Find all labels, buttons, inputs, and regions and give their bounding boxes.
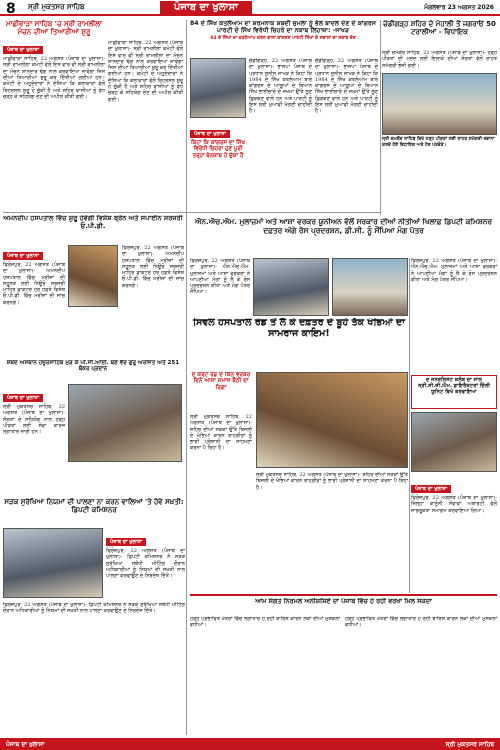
byline: ਪੰਜਾਬ ਦਾ ਖੁਲਾਸਾ: [3, 394, 43, 402]
article-body: ਫਿਰੋਜ਼ਪੁਰ, 22 ਅਗਸਤ (ਪੰਜਾਬ ਦਾ ਖੁਲਾਸਾ)- ਐਨ.ਐਚ.ਐਮ. ਮੁਲਾਜ਼ਮਾਂ ਅਤੇ ਆਸ਼ਾ ਵਰਕਰਾਂ ਨੇ ਆਪਣੀਆਂ ਮੰਗਾਂ ਨੂੰ ਲੈ ਕੇ ਰੋਸ ਪ੍ਰਦਰਸ਼ਨ ਕੀਤਾ ਅਤੇ ਮੰਗ ਪੱਤਰ ਸੌਂਪਿਆ।: [411, 258, 497, 283]
article-body: ਫਿਰੋਜ਼ਪੁਰ, 22 ਅਗਸਤ (ਪੰਜਾਬ ਦਾ ਖੁਲਾਸਾ)- ਜ਼ਿਲ੍ਹਾ ਕਾਨੂੰਨੀ ਸੇਵਾਵਾਂ ਅਥਾਰਟੀ ਵੱਲੋਂ ਜਾਗਰੂਕਤਾ ਸਮਾਗਮ ਕਰਵਾਇਆ ਗਿਆ।: [411, 495, 497, 514]
photo-caption: ਸ੍ਰੀ ਚਮਕੌਰ ਸਾਹਿਬ ਵਿਖੇ ਹੜ੍ਹ ਪੀੜਤਾਂ ਲਈ ਰਾਹਤ ਸਮੱਗਰੀ ਰਵਾਨਾ ਕਰਦੇ ਹੋਏ ਵਿਧਾਇਕ ਅਤੇ ਹੋਰ ਪਤਵੰਤੇ।: [382, 137, 495, 148]
article-body: ਹੜ੍ਹ ਪ੍ਰਭਾਵਿਤ ਖੇਤਰਾਂ ਵਿੱਚ ਲਗਾਤਾਰ ਹੋ ਰਹੀ ਬਾਰਿਸ਼ ਕਾਰਨ ਲੋਕਾਂ ਦੀਆਂ ਮੁਸ਼ਕਲਾਂ ਵਧੀਆਂ।: [345, 616, 497, 629]
article-ramlila: [3, 20, 105, 228]
article-body: ਮਾਛੀਵਾੜਾ ਸਾਹਿਬ, 22 ਅਗਸਤ (ਪੰਜਾਬ ਦਾ ਖੁਲਾਸਾ)- ਸ੍ਰੀ ਰਾਮਲੀਲਾ ਕਮੇਟੀ ਵੱਲੋਂ ਇਸ ਵਾਰ ਵੀ ਸ੍ਰੀ ਰਾਮਲੀਲਾ ਦਾ ਮੰਚਨ ਸ਼ਾਨਦਾਰ ਢੰਗ ਨਾਲ ਕਰਵਾਇਆ ਜਾਵੇਗਾ ਜਿਸ ਦੀਆਂ ਤਿਆਰੀਆਂ ਸ਼ੁਰੂ ਕਰ ਦਿੱਤੀਆਂ ਗਈਆਂ ਹਨ। ਕਮੇਟੀ ਦੇ ਅਹੁਦੇਦਾਰਾਂ ਨੇ ਦੱਸਿਆ ਕਿ ਕਲਾਕਾਰਾਂ ਵੱਲੋਂ ਰਿਹਰਸਲ ਸ਼ੁਰੂ ਹੋ ਚੁੱਕੀ ਹੈ ਅਤੇ ਸ਼ਹਿਰ ਵਾਸੀਆਂ ਨੂੰ ਵੱਧ ਚੜ੍ਹ ਕੇ ਸਹਿਯੋਗ ਦੇਣ ਦੀ ਅਪੀਲ ਕੀਤੀ ਗਈ।: [3, 56, 105, 100]
article-body: ਫਿਰੋਜ਼ਪੁਰ, 22 ਅਗਸਤ (ਪੰਜਾਬ ਦਾ ਖੁਲਾਸਾ)- ਐਨ.ਐਚ.ਐਮ. ਮੁਲਾਜ਼ਮਾਂ ਅਤੇ ਆਸ਼ਾ ਵਰਕਰਾਂ ਨੇ ਆਪਣੀਆਂ ਮੰਗਾਂ ਨੂੰ ਲੈ ਕੇ ਰੋਸ ਪ੍ਰਦਰਸ਼ਨ ਕੀਤਾ ਅਤੇ ਮੰਗ ਪੱਤਰ ਸੌਂਪਿਆ।: [190, 258, 250, 296]
page-header: [0, 0, 500, 16]
article-body: ਫਿਰੋਜ਼ਪੁਰ, 22 ਅਗਸਤ (ਪੰਜਾਬ ਦਾ ਖੁਲਾਸਾ)- ਡਿਪਟੀ ਕਮਿਸ਼ਨਰ ਨੇ ਸੜਕ ਸੁਰੱਖਿਆ ਸਬੰਧੀ ਮੀਟਿੰਗ ਦੌਰਾਨ ਅਧਿਕਾਰੀਆਂ ਨੂੰ ਨਿਯਮਾਂ ਦੀ ਸਖ਼ਤੀ ਨਾਲ ਪਾਲਣਾ ਕਰਵਾਉਣ ਦੇ ਨਿਰਦੇਸ਼ ਦਿੱਤੇ।: [3, 602, 185, 615]
divider: [3, 212, 381, 213]
article-body: ਚੰਡੀਗੜ੍ਹ, 22 ਅਗਸਤ (ਪੰਜਾਬ ਦਾ ਖੁਲਾਸਾ)- ਭਾਜਪਾ ਪੰਜਾਬ ਦੇ ਪ੍ਰਧਾਨ ਸੁਨੀਲ ਜਾਖੜ ਨੇ ਕਿਹਾ ਕਿ 1984 ਦੇ ਸਿੱਖ ਕਤਲੇਆਮ ਬਾਰੇ ਕਾਂਗਰਸ ਦੇ ਆਗੂਆਂ ਦੇ ਬਿਆਨ ਸਿੱਖ ਭਾਈਚਾਰੇ ਦੇ ਜ਼ਖਮਾਂ ਉੱਤੇ ਲੂਣ ਛਿੜਕਣ ਵਾਲੇ ਹਨ ਅਤੇ ਪਾਰਟੀ ਨੂੰ ਇਸ ਲਈ ਮੁਆਫੀ ਮੰਗਣੀ ਚਾਹੀਦੀ ਹੈ।: [249, 58, 312, 115]
article-bottom-head: [190, 598, 497, 614]
column-rule: [380, 20, 381, 215]
jakhar-photo: [190, 58, 246, 118]
article-jakhar-head: [188, 20, 378, 56]
issue-date: ਮੰਗਲਵਾਰ 23 ਅਗਸਤ 2026: [424, 4, 494, 11]
article-body: ਸ੍ਰੀ ਮੁਕਤਸਰ ਸਾਹਿਬ, 22 ਅਗਸਤ (ਪੰਜਾਬ ਦਾ ਖੁਲਾਸਾ)- ਸ਼ਹਿਰ ਦੀਆਂ ਸੜਕਾਂ ਉੱਤੇ ਬਿਜਲੀ ਦੇ ਖੰਭਿਆਂ ਕਾਰਨ ਰਾਹਗੀਰਾਂ ਨੂੰ ਭਾਰੀ ਪ੍ਰੇਸ਼ਾਨੀ ਦਾ ਸਾਹਮਣਾ ਕਰਨਾ ਪੈ ਰਿਹਾ ਹੈ।: [190, 414, 252, 452]
article-headline: ਐਨ.ਐਚ.ਐਮ. ਮੁਲਾਜ਼ਮਾਂ ਅਤੇ ਆਸ਼ਾ ਵਰਕਰ ਯੂਨੀਅਨ ਵੱਲੋਂ ਸਰਕਾਰ ਦੀਆਂ ਨੀਤੀਆਂ ਖਿਲਾਫ਼ ਡਿਪਟੀ ਕਮਿਸ਼ਨਰ ਦਫ਼ਤਰ ਅੱਗੇ ਰੋਸ ਪ੍ਰਦਰਸ਼ਨ, ਡੀ.ਸੀ. ਨੂੰ ਸੌਂਪਿਆ ਮੰਗ ਪੱਤਰ: [195, 218, 492, 235]
doctor-photo: [68, 245, 118, 307]
article-ramlila-cont: [108, 40, 183, 208]
article-body: ਸ੍ਰੀ ਚਮਕੌਰ ਸਾਹਿਬ, 22 ਅਗਸਤ (ਪੰਜਾਬ ਦਾ ਖੁਲਾਸਾ)- ਹੜ੍ਹ ਪੀੜਤਾਂ ਦੀ ਮਦਦ ਲਈ ਇਲਾਕੇ ਦੀਆਂ ਸੰਗਤਾਂ ਵੱਲੋਂ ਰਾਹਤ ਸਮੱਗਰੀ ਭੇਜੀ ਗਈ।: [382, 50, 497, 69]
article-relief-intro: [382, 50, 497, 72]
footer-left: ਪੰਜਾਬ ਦਾ ਖੁਲਾਸਾ: [6, 741, 45, 748]
article-headline: ਸੜਕ ਸੁਰੱਖਿਆ ਨਿਯਮਾਂ ਦੀ ਪਾਲਣਾ ਨਾ ਕਰਨ ਵਾਲਿਆਂ 'ਤੇ ਹੋਵੇ ਸਖ਼ਤੀ: ਡਿਪਟੀ ਕਮਿਸ਼ਨਰ: [4, 498, 184, 515]
article-body: ਫਿਰੋਜ਼ਪੁਰ, 22 ਅਗਸਤ (ਪੰਜਾਬ ਦਾ ਖੁਲਾਸਾ)- ਅਮਨਦੀਪ ਹਸਪਤਾਲ ਵਿੱਚ ਮਰੀਜ਼ਾਂ ਦੀ ਸਹੂਲਤ ਲਈ ਨਿਊਰੋ ਸਰਜਰੀ ਮਾਹਿਰ ਡਾਕਟਰ ਹਰ ਹਫ਼ਤੇ ਵਿਸ਼ੇਸ਼ ਓ.ਪੀ.ਡੀ. ਵਿੱਚ ਮਰੀਜ਼ਾਂ ਦੀ ਜਾਂਚ ਕਰਨਗੇ।: [122, 245, 184, 289]
article-body: ਚੰਡੀਗੜ੍ਹ, 22 ਅਗਸਤ (ਪੰਜਾਬ ਦਾ ਖੁਲਾਸਾ)- ਭਾਜਪਾ ਪੰਜਾਬ ਦੇ ਪ੍ਰਧਾਨ ਸੁਨੀਲ ਜਾਖੜ ਨੇ ਕਿਹਾ ਕਿ 1984 ਦੇ ਸਿੱਖ ਕਤਲੇਆਮ ਬਾਰੇ ਕਾਂਗਰਸ ਦੇ ਆਗੂਆਂ ਦੇ ਬਿਆਨ ਸਿੱਖ ਭਾਈਚਾਰੇ ਦੇ ਜ਼ਖਮਾਂ ਉੱਤੇ ਲੂਣ ਛਿੜਕਣ ਵਾਲੇ ਹਨ ਅਤੇ ਪਾਰਟੀ ਨੂੰ ਇਸ ਲਈ ਮੁਆਫੀ ਮੰਗਣੀ ਚਾਹੀਦੀ ਹੈ।: [315, 58, 378, 115]
judge-photo: [411, 412, 497, 472]
article-headline: ਸ਼ਬਦ ਅਸਥਾਨ ਹਜ਼ੂਰਸਾਹਿਬ ਮੁੜ ਕੇ ਪੀ.ਜੀ.ਆਈ. ਬਣ ਵੈਰ ਗੁਰੂ ਅਰਜਿਤ ਅਤੇ 251 ਬੰਕਰ ਪ੍ਰਦਾਨ: [6, 360, 180, 373]
article-body: ਹੜ੍ਹ ਪ੍ਰਭਾਵਿਤ ਖੇਤਰਾਂ ਵਿੱਚ ਲਗਾਤਾਰ ਹੋ ਰਹੀ ਬਾਰਿਸ਼ ਕਾਰਨ ਲੋਕਾਂ ਦੀਆਂ ਮੁਸ਼ਕਲਾਂ ਵਧੀਆਂ।: [190, 616, 340, 629]
article-headline: ਚੰਡੀਗੜ੍ਹ ਸ਼ਹਿਰ ਦੇ ਮੋਹਾਲੀ ਤੋਂ ਜਗਰਾਓਂ 50 ਟਰਾਲੀਆਂ - ਵਿਧਾਇਕ: [383, 20, 496, 37]
page-footer: [0, 738, 500, 750]
article-shabad-body: [3, 384, 65, 494]
divider-red: [190, 594, 497, 596]
byline: ਪੰਜਾਬ ਦਾ ਖੁਲਾਸਾ: [3, 252, 43, 260]
footer-right: ਸ੍ਰੀ ਮੁਕਤਸਰ ਸਾਹਿਬ: [445, 741, 494, 748]
article-asha-head: [190, 218, 497, 256]
protest-photo-2: [332, 258, 408, 316]
byline: ਪੰਜਾਬ ਦਾ ਖੁਲਾਸਾ: [3, 46, 43, 54]
article-headline: ਸਿਵਲ ਹਸਪਤਾਲ ਰੋਡ ਤੋਂ ਲੈ ਕੇ ਦਫ਼ਤਰ ਦੇ ਬੂਹੇ ਤੱਕ ਖੰਭਿਆਂ ਦਾ ਸਾਮਰਾਜ ਕਾਇਮ!: [192, 318, 406, 339]
article-civil-body-2: [256, 472, 408, 590]
meeting-photo: [3, 528, 103, 598]
byline: ਪੰਜਾਬ ਦਾ ਖੁਲਾਸਾ: [190, 130, 230, 138]
article-relief-head: [382, 20, 497, 50]
article-asha-body-2: [411, 258, 497, 370]
article-subhead: 84 ਦੇ ਸਿੱਖਾਂ ਦਾ ਕਤਲੇਆਮ ਕਰਨ ਵਾਲਾ ਕਾਂਗਰਸ ਪਾਰਟੀ ਸਿੱਖਾਂ ਦੇ ਸਵਾਲਾਂ ਦਾ ਜਵਾਬ ਦੇਣ: [210, 36, 356, 42]
article-road-body-2: [3, 602, 185, 722]
article-body: ਸ੍ਰੀ ਮੁਕਤਸਰ ਸਾਹਿਬ, 22 ਅਗਸਤ (ਪੰਜਾਬ ਦਾ ਖੁਲਾਸਾ)- ਸ਼ਹਿਰ ਦੀਆਂ ਸੜਕਾਂ ਉੱਤੇ ਬਿਜਲੀ ਦੇ ਖੰਭਿਆਂ ਕਾਰਨ ਰਾਹਗੀਰਾਂ ਨੂੰ ਭਾਰੀ ਪ੍ਰੇਸ਼ਾਨੀ ਦਾ ਸਾਹਮਣਾ ਕਰਨਾ ਪੈ ਰਿਹਾ ਹੈ।: [256, 472, 408, 491]
byline: ਪੰਜਾਬ ਦਾ ਖੁਲਾਸਾ: [411, 485, 451, 493]
byline: ਪੰਜਾਬ ਦਾ ਖੁਲਾਸਾ: [106, 538, 146, 546]
article-bottom-body: [190, 616, 340, 734]
article-subhead: ਦੇ ਕੋਰਟ ਰੋਡ ਦੇ ਕਿੰਨੇ ਵਰਕਰ ਦਿਨੋਂ ਆਸਾ ਸਮਾਜ ਬੈਠੀ ਦਾ ਰਿਗਾ: [191, 372, 251, 391]
article-jakhar-body-2: [315, 58, 378, 208]
article-headline: ਮਾਛੀਵਾੜਾ ਸਾਹਿਬ 'ਚ ਸ੍ਰੀ ਰਾਮਲੀਲਾ ਮੰਚਨ ਦੀਆਂ ਤਿਆਰੀਆਂ ਸ਼ੁਰੂ: [5, 20, 103, 37]
column-rule: [409, 258, 410, 593]
edition-name: ਸ੍ਰੀ ਮੁਕਤਸਰ ਸਾਹਿਬ: [28, 3, 85, 11]
article-civil-sub: [190, 372, 252, 412]
poles-photo: [256, 372, 408, 468]
article-road-head: [3, 498, 185, 526]
article-body: ਫਿਰੋਜ਼ਪੁਰ, 22 ਅਗਸਤ (ਪੰਜਾਬ ਦਾ ਖੁਲਾਸਾ)- ਡਿਪਟੀ ਕਮਿਸ਼ਨਰ ਨੇ ਸੜਕ ਸੁਰੱਖਿਆ ਸਬੰਧੀ ਮੀਟਿੰਗ ਦੌਰਾਨ ਅਧਿਕਾਰੀਆਂ ਨੂੰ ਨਿਯਮਾਂ ਦੀ ਸਖ਼ਤੀ ਨਾਲ ਪਾਲਣਾ ਕਰਵਾਉਣ ਦੇ ਨਿਰਦੇਸ਼ ਦਿੱਤੇ।: [106, 548, 185, 580]
article-body: ਮਾਛੀਵਾੜਾ ਸਾਹਿਬ, 22 ਅਗਸਤ (ਪੰਜਾਬ ਦਾ ਖੁਲਾਸਾ)- ਸ੍ਰੀ ਰਾਮਲੀਲਾ ਕਮੇਟੀ ਵੱਲੋਂ ਇਸ ਵਾਰ ਵੀ ਸ੍ਰੀ ਰਾਮਲੀਲਾ ਦਾ ਮੰਚਨ ਸ਼ਾਨਦਾਰ ਢੰਗ ਨਾਲ ਕਰਵਾਇਆ ਜਾਵੇਗਾ ਜਿਸ ਦੀਆਂ ਤਿਆਰੀਆਂ ਸ਼ੁਰੂ ਕਰ ਦਿੱਤੀਆਂ ਗਈਆਂ ਹਨ। ਕਮੇਟੀ ਦੇ ਅਹੁਦੇਦਾਰਾਂ ਨੇ ਦੱਸਿਆ ਕਿ ਕਲਾਕਾਰਾਂ ਵੱਲੋਂ ਰਿਹਰਸਲ ਸ਼ੁਰੂ ਹੋ ਚੁੱਕੀ ਹੈ ਅਤੇ ਸ਼ਹਿਰ ਵਾਸੀਆਂ ਨੂੰ ਵੱਧ ਚੜ੍ਹ ਕੇ ਸਹਿਯੋਗ ਦੇਣ ਦੀ ਅਪੀਲ ਕੀਤੀ ਗਈ।: [108, 40, 183, 103]
article-headline: ਦ ਜਨਰਲਿਸਟ ਕਲੱਬ ਦਾ ਸਾਲ ਸ੍ਰੀ.ਸੀ.ਜੀ.ਐਮ. ਡਾਇਰੈਕਟਰਾਂ ਦਿੱਲੀ ਯੂਨਿਟ ਵਿਖੇ ਕਰਵਾਇਆ: [418, 377, 490, 395]
article-civil-head: [190, 318, 408, 368]
article-hospital-head: [3, 215, 183, 245]
article-judge-body: [411, 475, 497, 600]
article-shabad-head: [3, 360, 183, 382]
sangat-photo: [68, 384, 182, 462]
protest-photo-1: [253, 258, 329, 316]
article-road-body: [106, 528, 185, 598]
masthead: ਪੰਜਾਬ ਦਾ ਖੁਲਾਸਾ: [160, 1, 252, 14]
pull-quote: ਕਿਹਾ ਕਿ ਕਾਂਗਰਸ ਦਾ ਸਿੱਖ ਵਿਰੋਧੀ ਚਿਹਰਾ ਹੁਣ ਪੂਰੀ ਤਰ੍ਹਾਂ ਬੇਨਕਾਬ ਹੋ ਚੁੱਕਾ ਹੈ: [191, 140, 245, 159]
article-headline: ਆਮ ਸੰਗਤ ਨਿਰਮਲ ਅਨੀਸ਼ਸ਼ਿਏ ਦਾ ਪੰਜਾਬ ਵਿੱਚ ਹੋ ਰਹੀ ਵਰਖਾ ਮਿਲ ਸਕਦਾ: [255, 598, 432, 605]
relief-photo: [382, 73, 497, 135]
article-civil-body: [190, 414, 252, 574]
article-bottom-body-2: [345, 616, 497, 734]
page-number: 8: [6, 1, 16, 17]
article-hospital-body-2: [122, 245, 184, 325]
article-jakhar-pull: [190, 120, 246, 210]
article-judge-head-box: [411, 375, 497, 409]
article-jakhar-body: [249, 58, 312, 208]
column-rule: [186, 20, 187, 735]
article-body: ਸ੍ਰੀ ਮੁਕਤਸਰ ਸਾਹਿਬ, 22 ਅਗਸਤ (ਪੰਜਾਬ ਦਾ ਖੁਲਾਸਾ)- ਸੰਗਤਾਂ ਦੇ ਸਹਿਯੋਗ ਨਾਲ ਹੜ੍ਹ ਪੀੜਤਾਂ ਲਈ ਸੇਵਾ ਕਾਰਜ ਲਗਾਤਾਰ ਜਾਰੀ ਹਨ।: [3, 404, 65, 436]
article-headline: 84 ਦੇ ਸਿੱਖ ਕਤਲੇਆਮ ਦਾ ਸ਼ਰਮਨਾਕ ਸ਼ਬਦੀ ਜੁਮਲਾ ਨੂੰ ਭੋਲ ਬਾਦਲ ਦੇਣ ਦੇ ਕਾਂਗਰਸ ਪਾਰਟੀ ਦੇ ਸਿੱਖ ਵਿਰੋਧੀ ਚਿਹਰੇ ਦਾ ਨਕਾਬ ਲਿਹਾਜ਼ਾ: -ਜਾਖੜ: [189, 20, 377, 35]
article-body: ਫਿਰੋਜ਼ਪੁਰ, 22 ਅਗਸਤ (ਪੰਜਾਬ ਦਾ ਖੁਲਾਸਾ)- ਅਮਨਦੀਪ ਹਸਪਤਾਲ ਵਿੱਚ ਮਰੀਜ਼ਾਂ ਦੀ ਸਹੂਲਤ ਲਈ ਨਿਊਰੋ ਸਰਜਰੀ ਮਾਹਿਰ ਡਾਕਟਰ ਹਰ ਹਫ਼ਤੇ ਵਿਸ਼ੇਸ਼ ਓ.ਪੀ.ਡੀ. ਵਿੱਚ ਮਰੀਜ਼ਾਂ ਦੀ ਜਾਂਚ ਕਰਨਗੇ।: [3, 262, 65, 306]
article-headline: ਅਮਨਦੀਪ ਹਸਪਤਾਲ ਵਿੱਚ ਸ਼ੁਰੂ ਹੋਵੇਗੀ ਵਿਸ਼ੇਸ਼ ਬ੍ਰੇਨ ਅਤੇ ਸਪਾਈਨ ਸਰਜਰੀ ਓ.ਪੀ.ਡੀ.: [3, 215, 183, 230]
